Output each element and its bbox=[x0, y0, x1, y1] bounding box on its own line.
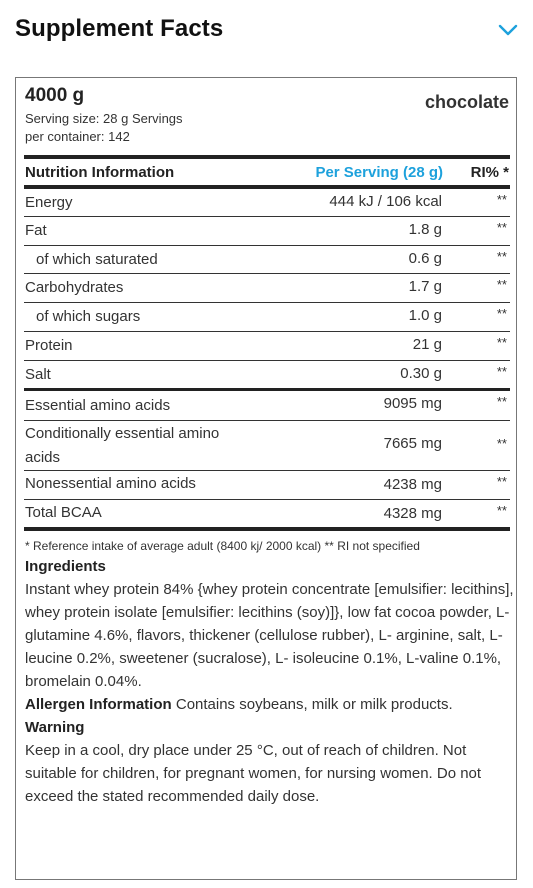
column-header-ri: RI% * bbox=[470, 164, 509, 181]
nutrient-ri: ** bbox=[496, 364, 507, 379]
servings-per-container-line: per container: 142 bbox=[25, 129, 130, 144]
nutrient-name: Carbohydrates bbox=[25, 279, 124, 296]
nutrient-name: Nonessential amino acids bbox=[25, 475, 196, 492]
reference-footnote: * Reference intake of average adult (8400 kj/ 2000 kcal) ** RI not specified bbox=[25, 539, 420, 553]
table-row bbox=[24, 189, 510, 217]
nutrient-ri: ** bbox=[496, 436, 507, 451]
supplement-facts-panel bbox=[15, 77, 517, 880]
table-row bbox=[24, 217, 510, 246]
nutrient-value: 0.30 g bbox=[400, 365, 442, 382]
nutrient-value: 444 kJ / 106 kcal bbox=[329, 193, 442, 210]
chevron-down-icon[interactable] bbox=[498, 23, 518, 37]
nutrient-ri: ** bbox=[496, 192, 507, 207]
nutrient-name: Protein bbox=[25, 337, 73, 354]
table-row bbox=[24, 391, 510, 421]
nutrient-ri: ** bbox=[496, 249, 507, 264]
serving-info bbox=[25, 110, 183, 146]
column-header-per-serving: Per Serving (28 g) bbox=[315, 164, 443, 181]
table-row bbox=[24, 303, 510, 332]
product-weight: 4000 g bbox=[25, 85, 85, 106]
nutrient-ri: ** bbox=[496, 503, 507, 518]
warning-heading: Warning bbox=[25, 719, 85, 736]
nutrient-name: of which sugars bbox=[36, 308, 141, 325]
allergen-text: Contains soybeans, milk or milk products. bbox=[175, 696, 453, 713]
nutrient-name: Total BCAA bbox=[25, 504, 102, 521]
nutrient-name: Energy bbox=[25, 194, 73, 211]
nutrient-value: 7665 mg bbox=[383, 435, 442, 452]
section-header[interactable] bbox=[0, 0, 533, 68]
nutrient-name: Salt bbox=[25, 366, 51, 383]
nutrient-ri: ** bbox=[496, 474, 507, 489]
ingredients-heading: Ingredients bbox=[25, 558, 106, 575]
nutrient-name: Essential amino acids bbox=[25, 397, 171, 414]
nutrient-value: 9095 mg bbox=[383, 395, 442, 412]
table-row bbox=[24, 332, 510, 361]
column-header-name: Nutrition Information bbox=[25, 164, 175, 181]
product-details bbox=[25, 555, 517, 808]
product-flavor: chocolate bbox=[424, 92, 509, 112]
ingredients-text: Instant whey protein 84% {whey protein concentrate [emulsifier: lecithins], whey protein isolate [emulsifier: lecithins (soy)]}, low fat cocoa powder, L-glutamine 4.6%, flavors, thickener (cellulose rubber), L- arginine, salt, L-leucine 0.2%, sweetener (sucralose), L- isoleucine 0.1%, L-valine 0.1%, bromelain 0.04%. bbox=[25, 581, 514, 690]
nutrient-value: 4328 mg bbox=[383, 505, 442, 522]
table-row bbox=[24, 361, 510, 390]
table-row bbox=[24, 246, 510, 274]
nutrient-value: 4238 mg bbox=[383, 476, 442, 493]
warning-text: Keep in a cool, dry place under 25 °C, out of reach of children. Not suitable for children, for pregnant women, for nursing women. Do not exceed the stated recommended daily dose. bbox=[25, 742, 482, 805]
nutrient-name: of which saturated bbox=[36, 251, 158, 268]
nutrient-name: Conditionally essential amino acids bbox=[25, 425, 220, 466]
nutrient-ri: ** bbox=[496, 277, 507, 292]
nutrient-value: 1.7 g bbox=[408, 278, 442, 295]
nutrient-ri: ** bbox=[496, 220, 507, 235]
section-title: Supplement Facts bbox=[15, 15, 224, 42]
nutrient-ri: ** bbox=[496, 306, 507, 321]
nutrient-ri: ** bbox=[496, 394, 507, 409]
table-row bbox=[24, 471, 510, 500]
table-row bbox=[24, 274, 510, 303]
serving-size-line: Serving size: 28 g Servings bbox=[25, 111, 183, 126]
nutrient-value: 1.0 g bbox=[408, 307, 442, 324]
nutrient-value: 0.6 g bbox=[408, 250, 442, 267]
divider bbox=[24, 527, 510, 531]
table-row bbox=[24, 421, 510, 471]
nutrient-value: 21 g bbox=[412, 336, 442, 353]
nutrient-value: 1.8 g bbox=[408, 221, 442, 238]
nutrient-name: Fat bbox=[25, 222, 47, 239]
nutrient-ri: ** bbox=[496, 335, 507, 350]
allergen-heading: Allergen Information bbox=[25, 696, 172, 713]
allergen-info bbox=[25, 693, 517, 716]
table-row bbox=[24, 500, 510, 528]
divider bbox=[24, 155, 510, 159]
